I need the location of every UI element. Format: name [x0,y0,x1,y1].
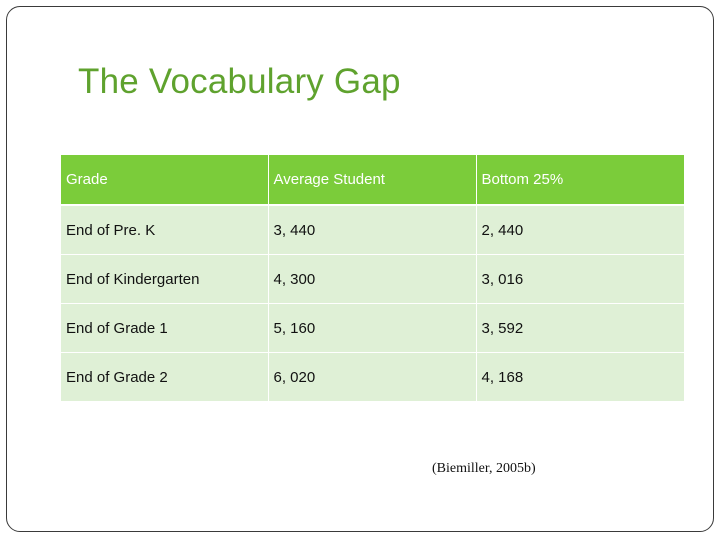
grade-cell: End of Pre. K [61,205,268,255]
average-cell: 4, 300 [268,255,476,304]
bottom-cell: 4, 168 [476,353,684,402]
average-cell: 5, 160 [268,304,476,353]
vocabulary-table [61,155,684,401]
header-average-student: Average Student [268,155,476,205]
grade-cell: End of Grade 2 [61,353,268,402]
slide-title: The Vocabulary Gap [78,62,401,101]
grade-cell: End of Kindergarten [61,255,268,304]
table-row [61,205,684,255]
header-bottom-25: Bottom 25% [476,155,684,205]
grade-cell: End of Grade 1 [61,304,268,353]
bottom-cell: 3, 592 [476,304,684,353]
bottom-cell: 2, 440 [476,205,684,255]
table-header-row [61,155,684,205]
header-grade: Grade [61,155,268,205]
citation: (Biemiller, 2005b) [432,461,536,476]
average-cell: 6, 020 [268,353,476,402]
table-row [61,255,684,304]
table-row [61,353,684,402]
average-cell: 3, 440 [268,205,476,255]
bottom-cell: 3, 016 [476,255,684,304]
table-row [61,304,684,353]
